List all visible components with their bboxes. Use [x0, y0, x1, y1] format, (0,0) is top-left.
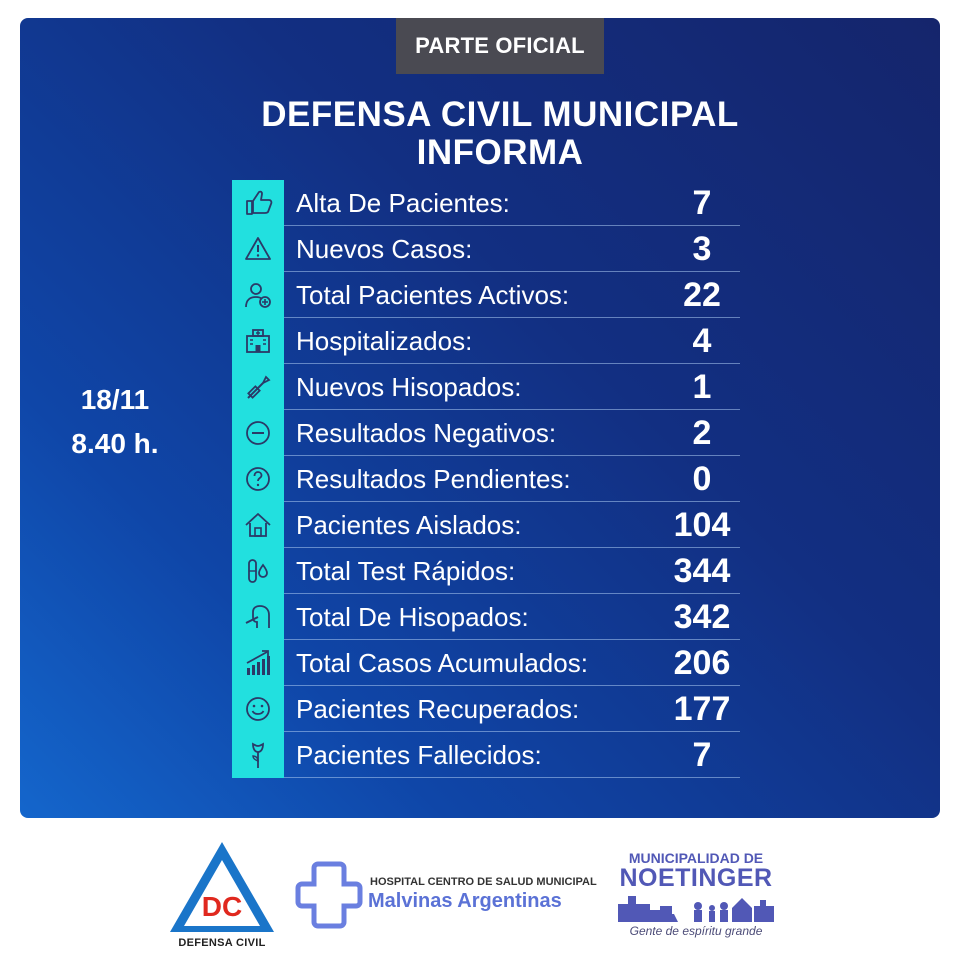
question-circle-icon: [232, 456, 284, 502]
hospital-icon: [232, 318, 284, 364]
town-skyline-icon: [618, 892, 774, 922]
stat-label: Pacientes Aislados:: [296, 510, 522, 540]
stat-row: [232, 594, 762, 640]
stat-value: 2: [692, 414, 712, 452]
stat-value: 4: [692, 322, 712, 360]
stat-value: 7: [692, 736, 712, 774]
nasal-swab-icon: [232, 594, 284, 640]
stat-label: Alta De Pacientes:: [296, 188, 510, 218]
title-line-1: DEFENSA CIVIL MUNICIPAL: [261, 95, 739, 134]
flower-icon: [232, 732, 284, 778]
stat-row: [232, 502, 762, 548]
stat-label: Total De Hisopados:: [296, 602, 529, 632]
stat-row: [232, 180, 762, 226]
medical-cross-icon: [294, 860, 364, 930]
swab-icon: [232, 364, 284, 410]
municipality-logo: [612, 846, 780, 956]
home-icon: [232, 502, 284, 548]
stat-value: 3: [692, 230, 712, 268]
official-tag: PARTE OFICIAL: [396, 18, 604, 74]
stat-value: 342: [673, 598, 731, 636]
stat-value: 0: [692, 460, 712, 498]
dc-triangle-icon: [168, 840, 276, 938]
stat-value: 7: [692, 184, 712, 222]
page-title: [20, 96, 940, 172]
stat-row: [232, 640, 762, 686]
stat-row: [232, 732, 762, 778]
stat-label: Total Casos Acumulados:: [296, 648, 588, 678]
stat-value: 1: [692, 368, 712, 406]
stat-label: Resultados Pendientes:: [296, 464, 571, 494]
stat-row: [232, 272, 762, 318]
report-date: 18/11: [80, 384, 150, 415]
stat-label: Hospitalizados:: [296, 326, 473, 356]
stat-value: 344: [673, 552, 731, 590]
stat-label: Nuevos Casos:: [296, 234, 473, 264]
stats-list: [232, 180, 762, 778]
stat-label: Pacientes Recuperados:: [296, 694, 580, 724]
report-datetime: [40, 378, 190, 466]
minus-circle-icon: [232, 410, 284, 456]
smile-icon: [232, 686, 284, 732]
stat-row: [232, 226, 762, 272]
stat-label: Pacientes Fallecidos:: [296, 740, 542, 770]
stat-row: [232, 686, 762, 732]
hospital-name: Malvinas Argentinas: [368, 890, 562, 912]
thumbs-up-icon: [232, 180, 284, 226]
stat-value: 104: [673, 506, 731, 544]
municipality-slogan: Gente de espíritu grande: [629, 924, 763, 938]
stat-value: 206: [673, 644, 731, 682]
stat-label: Resultados Negativos:: [296, 418, 557, 448]
growth-chart-icon: [232, 640, 284, 686]
stat-value: 22: [683, 276, 721, 314]
stat-label: Nuevos Hisopados:: [296, 372, 522, 402]
patient-icon: [232, 272, 284, 318]
warning-icon: [232, 226, 284, 272]
stat-label: Total Pacientes Activos:: [296, 280, 570, 310]
footer-logos: [0, 830, 960, 960]
hospital-subtitle: HOSPITAL CENTRO DE SALUD MUNICIPAL: [370, 876, 597, 888]
municipality-label: MUNICIPALIDAD DE: [628, 850, 764, 866]
municipality-name: NOETINGER: [619, 864, 773, 892]
stat-row: [232, 548, 762, 594]
stat-row: [232, 364, 762, 410]
hospital-logo: [294, 860, 597, 930]
dc-logo-text: DC: [201, 891, 243, 922]
stat-label: Total Test Rápidos:: [296, 556, 516, 586]
defensa-civil-logo: [168, 840, 276, 952]
stat-row: [232, 410, 762, 456]
stat-value: 177: [673, 690, 731, 728]
stat-row: [232, 318, 762, 364]
title-line-2: INFORMA: [416, 133, 584, 172]
row-divider: [284, 777, 740, 778]
dc-caption: DEFENSA CIVIL: [178, 937, 266, 949]
stat-row: [232, 456, 762, 502]
test-tube-icon: [232, 548, 284, 594]
report-time: 8.40 h.: [71, 428, 159, 459]
